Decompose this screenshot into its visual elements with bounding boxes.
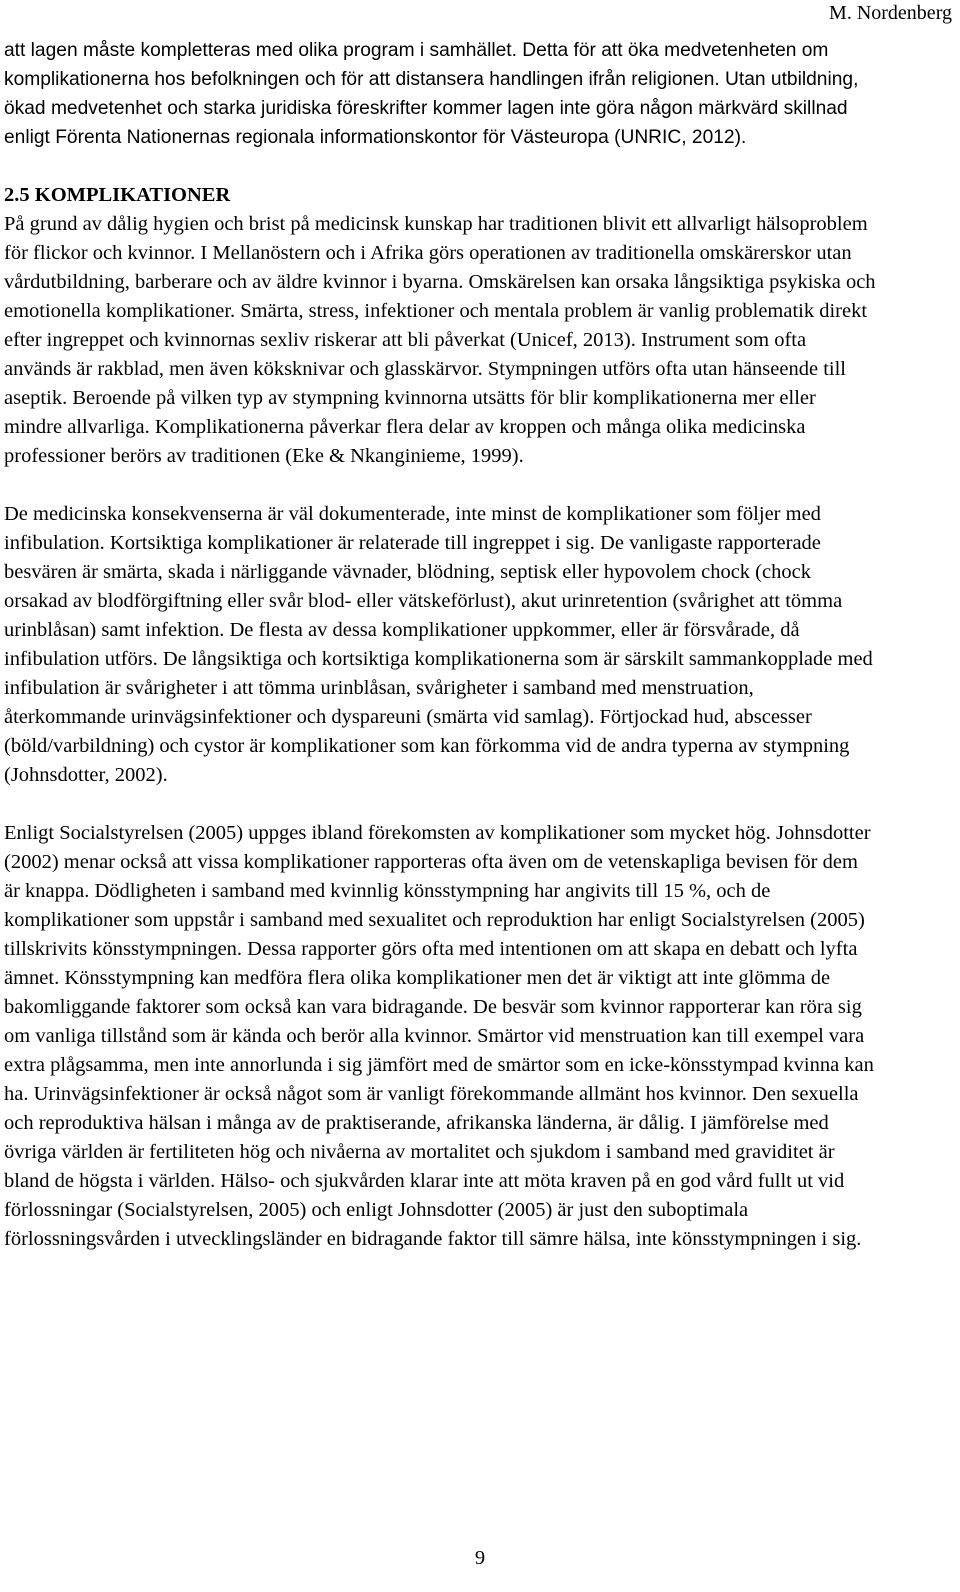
intro-paragraph: att lagen måste kompletteras med olika program i samhället. Detta för att öka medvetenheten om komplikationerna hos befolkningen och för att distansera handlingen ifrån religionen. Utan utbildning, ökad medvetenhet och starka juridiska föreskrifter kommer lagen inte göra någon märkvärd skillnad enligt Förenta Nationernas regionala informationskontor för Västeuropa (UNRIC, 2012).	[4, 40, 859, 148]
paragraph-medical-consequences: De medicinska konsekvenserna är väl dokumenterade, inte minst de komplikationer som följer med infibulation. Kortsiktiga komplikationer är relaterade till ingreppet i sig. De vanligaste rapporterade besvären är smärta, skada i närliggande vävnader, blödning, septisk eller hypovolem chock (chock orsakad av blodförgiftning eller svår blod- eller vätskeförlust), akut urinretention (svårighet att tömma urinblåsan) samt infektion. De flesta av dessa komplikationer uppkommer, eller är försvårade, då infibulation utförs. De långsiktiga och kortsiktiga komplikationerna som är särskilt sammankopplade med infibulation är svårigheter i att tömma urinblåsan, svårigheter i samband med menstruation, återkommande urinvägsinfektioner och dyspareuni (smärta vid samlag). Förtjockad hud, abscesser (böld/varbildning) och cystor är komplikationer som kan förkomma vid de andra typerna av stympning (Johnsdotter, 2002).	[4, 503, 873, 786]
paragraph-complications-causes: På grund av dålig hygien och brist på medicinsk kunskap har traditionen blivit ett allvarligt hälsoproblem för flickor och kvinnor. I Mellanöstern och i Afrika görs operationen av traditionella omskärerskor utan vårdutbildning, barberare och av äldre kvinnor i byarna. Omskärelsen kan orsaka långsiktiga psykiska och emotionella komplikationer. Smärta, stress, infektioner och mentala problem är vanlig problematik direkt efter ingreppet och kvinnornas sexliv riskerar att bli påverkat (Unicef, 2013). Instrument som ofta används är rakblad, men även köksknivar och glasskärvor. Stympningen utförs ofta utan hänseende till aseptik. Beroende på vilken typ av stympning kvinnorna utsätts för blir komplikationerna mer eller mindre allvarliga. Komplikationerna påverkar flera delar av kroppen och många olika medicinska professioner berörs av traditionen (Eke & Nkanginieme, 1999).	[4, 213, 876, 467]
section-heading: 2.5 KOMPLIKATIONER	[4, 184, 231, 206]
page-header-author: M. Nordenberg	[829, 2, 952, 24]
page-number: 9	[474, 1547, 486, 1569]
document-body	[4, 36, 878, 1254]
paragraph-prevalence: Enligt Socialstyrelsen (2005) uppges ibland förekomsten av komplikationer som mycket hög. Johnsdotter (2002) menar också att vissa komplikationer rapporteras ofta även om de vetenskapliga bevisen för dem är knappa. Dödligheten i samband med kvinnlig könsstympning har angivits till 15 %, och de komplikationer som uppstår i samband med sexualitet och reproduktion har enligt Socialstyrelsen (2005) tillskrivits könsstympningen. Dessa rapporter görs ofta med intentionen om att skapa en debatt och lyfta ämnet. Könsstympning kan medföra flera olika komplikationer men det är viktigt att inte glömma de bakomliggande faktorer som också kan vara bidragande. De besvär som kvinnor rapporterar kan röra sig om vanliga tillstånd som är kända och berör alla kvinnor. Smärtor vid menstruation kan till exempel vara extra plågsamma, men inte annorlunda i sig jämfört med de smärtor som en icke-könsstympad kvinna kan ha. Urinvägsinfektioner är också något som är vanligt förekommande allmänt hos kvinnor. Den sexuella och reproduktiva hälsan i många av de praktiserande, afrikanska länderna, är dålig. I jämförelse med övriga världen är fertiliteten hög och nivåerna av mortalitet och sjukdom i samband med graviditet är bland de högsta i världen. Hälso- och sjukvården klarar inte att möta kraven på en god vård fullt ut vid förlossningar (Socialstyrelsen, 2005) och enligt Johnsdotter (2005) är just den suboptimala förlossningsvården i utvecklingsländer en bidragande faktor till sämre hälsa, inte könsstympningen i sig.	[4, 822, 874, 1250]
